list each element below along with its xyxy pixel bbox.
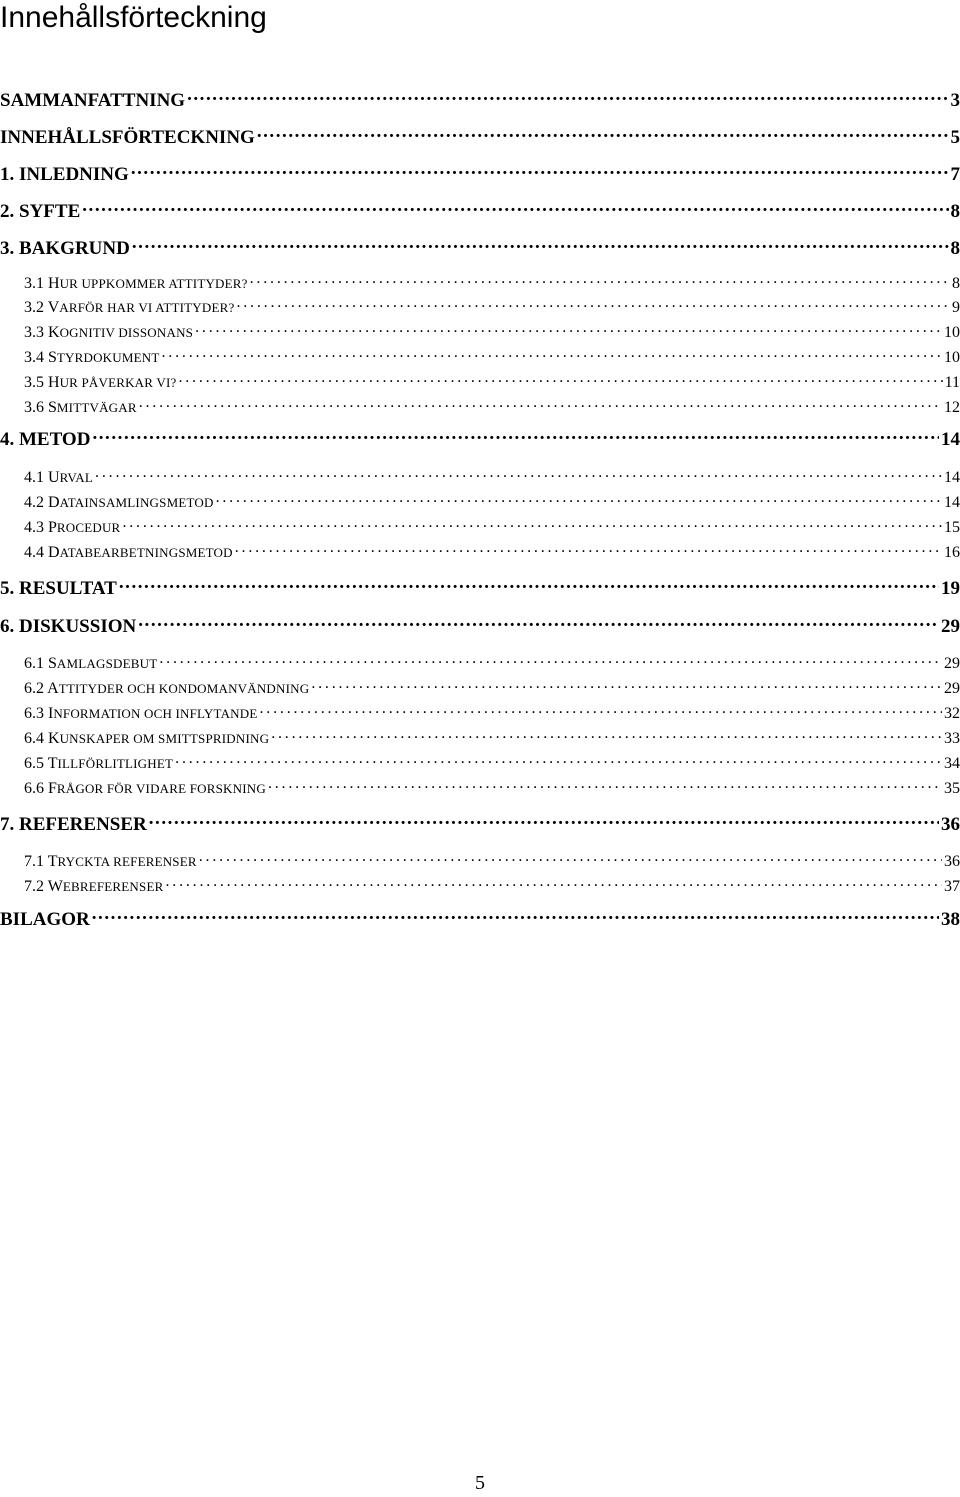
toc-entry-number: 4. <box>0 429 15 450</box>
toc-entry-4-1[interactable] <box>24 466 960 487</box>
toc-entry-number: 3.1 <box>24 275 44 292</box>
toc-entry-3-4[interactable] <box>24 346 960 367</box>
dot-leader <box>257 124 949 143</box>
toc-entry-page: 38 <box>941 909 960 930</box>
toc-entry-text: ROCEDUR <box>56 520 121 535</box>
toc-entry-page: 8 <box>950 238 960 259</box>
dot-leader <box>311 677 942 693</box>
toc-entry-6-4[interactable] <box>24 727 960 748</box>
dot-leader <box>175 752 942 768</box>
dot-leader <box>149 811 939 830</box>
toc-entry-label <box>24 680 309 698</box>
dot-leader <box>92 426 939 445</box>
toc-entry-number: 1. <box>0 164 15 185</box>
dot-leader <box>271 727 942 743</box>
toc-entry-diskussion[interactable] <box>0 613 960 637</box>
dot-leader <box>119 575 939 594</box>
toc-entry-number: 7. <box>0 814 15 835</box>
toc-entry-referenser[interactable] <box>0 811 960 835</box>
toc-entry-6-1[interactable] <box>24 652 960 673</box>
toc-entry-6-6[interactable] <box>24 777 960 798</box>
toc-entry-number: 6. <box>0 616 15 637</box>
toc-entry-initial: T <box>47 755 58 772</box>
toc-entry-initial: V <box>47 299 60 316</box>
toc-entry-initial: I <box>48 705 54 722</box>
toc-entry-text: ARFÖR HAR VI ATTITYDER? <box>59 300 235 315</box>
toc-entry-3-1[interactable] <box>24 272 960 293</box>
toc-entry-number: 6.4 <box>24 730 44 747</box>
toc-entry-text: METOD <box>19 429 91 450</box>
toc-entry-initial: S <box>48 399 57 416</box>
toc-entry-sammanfattning[interactable] <box>0 87 960 111</box>
toc-entry-text: NFORMATION OCH INFLYTANDE <box>53 706 258 721</box>
toc-entry-bakgrund[interactable] <box>0 235 960 259</box>
toc-entry-page: 33 <box>944 730 960 747</box>
toc-entry-page: 8 <box>950 201 960 222</box>
toc-entry-label <box>24 519 120 537</box>
toc-entry-label <box>24 469 93 487</box>
toc-entry-initial: S <box>48 655 57 672</box>
dot-leader <box>131 161 949 180</box>
toc-entry-text: UR PÅVERKAR VI? <box>59 375 177 390</box>
dot-leader <box>159 652 942 668</box>
toc-entry-label <box>0 164 129 186</box>
toc-entry-number: 3.5 <box>24 374 44 391</box>
toc-entry-text: SYFTE <box>19 201 81 222</box>
toc-entry-bilagor[interactable] <box>0 906 960 930</box>
toc-entry-label <box>24 544 233 562</box>
toc-entry-number: 6.2 <box>24 680 44 697</box>
toc-entry-7-2[interactable] <box>24 875 960 896</box>
toc-entry-number: 3.3 <box>24 324 44 341</box>
toc-entry-page: 35 <box>944 780 960 797</box>
toc-entry-initial: D <box>48 544 60 561</box>
toc-entry-label <box>0 90 185 112</box>
toc-entry-page: 12 <box>944 399 960 416</box>
toc-entry-3-5[interactable] <box>24 371 960 392</box>
toc-entry-initial: S <box>48 349 57 366</box>
toc-entry-innehallsforteckning[interactable] <box>0 124 960 148</box>
toc-entry-label <box>24 853 197 871</box>
toc-entry-text: BILAGOR <box>0 909 90 930</box>
toc-entry-number: 3.6 <box>24 399 44 416</box>
toc-entry-4-2[interactable] <box>24 491 960 512</box>
toc-entry-label <box>24 780 266 798</box>
toc-entry-label <box>24 494 214 512</box>
toc-entry-number: 6.6 <box>24 780 44 797</box>
toc-entry-text: RÅGOR FÖR VIDARE FORSKNING <box>56 781 266 796</box>
toc-entry-text: TYRDOKUMENT <box>56 350 160 365</box>
toc-entry-page: 19 <box>941 578 960 599</box>
toc-entry-number: 6.3 <box>24 705 44 722</box>
toc-entry-label <box>24 399 137 417</box>
toc-entry-text: RYCKTA REFERENSER <box>57 854 197 869</box>
toc-entry-label <box>24 730 269 748</box>
toc-entry-3-6[interactable] <box>24 396 960 417</box>
toc-entry-page: 34 <box>944 755 960 772</box>
toc-entry-text: ATAINSAMLINGSMETOD <box>59 495 214 510</box>
toc-entry-label <box>24 705 258 723</box>
toc-entry-4-4[interactable] <box>24 541 960 562</box>
toc-entry-number: 2. <box>0 201 15 222</box>
toc-entry-text: REFERENSER <box>19 814 147 835</box>
toc-entry-initial: K <box>48 730 60 747</box>
dot-leader <box>139 396 942 412</box>
toc-entry-text: ATABEARBETNINGSMETOD <box>59 545 233 560</box>
dot-leader <box>178 371 942 387</box>
dot-leader <box>250 272 950 288</box>
toc-entry-label <box>24 349 160 367</box>
toc-entry-initial: H <box>48 275 60 292</box>
dot-leader <box>92 906 939 925</box>
toc-entry-initial: H <box>48 374 60 391</box>
toc-entry-page: 32 <box>944 705 960 722</box>
toc-entry-number: 4.2 <box>24 494 44 511</box>
toc-entry-label <box>24 655 157 673</box>
toc-entry-3-2[interactable] <box>24 296 960 317</box>
toc-entry-number: 3. <box>0 238 15 259</box>
toc-entry-label <box>24 299 234 317</box>
toc-entry-metod[interactable] <box>0 426 960 450</box>
toc-entry-page: 3 <box>950 90 960 111</box>
toc-entry-6-2[interactable] <box>24 677 960 698</box>
dot-leader <box>138 613 939 632</box>
toc-entry-number: 3.4 <box>24 349 44 366</box>
toc-entry-number: 4.4 <box>24 544 44 561</box>
toc-entry-text: INNEHÅLLSFÖRTECKNING <box>0 127 255 148</box>
dot-leader <box>162 346 943 362</box>
dot-leader <box>260 702 943 718</box>
toc-entry-page: 5 <box>950 127 960 148</box>
toc-entry-text: RVAL <box>59 470 94 485</box>
toc-entry-page: 36 <box>941 814 960 835</box>
toc-entry-page: 16 <box>944 544 960 561</box>
toc-entry-number: 6.5 <box>24 755 44 772</box>
toc-entry-6-3[interactable] <box>24 702 960 723</box>
toc-entry-label <box>0 616 136 638</box>
toc-entry-label <box>0 814 147 836</box>
toc-entry-text: EBREFERENSER <box>62 879 164 894</box>
toc-entry-text: ILLFÖRLITLIGHET <box>57 756 174 771</box>
toc-entry-page: 9 <box>952 299 960 316</box>
toc-entry-number: 4.1 <box>24 469 44 486</box>
toc-entry-label <box>24 324 193 342</box>
dot-leader <box>95 466 942 482</box>
toc-entry-6-5[interactable] <box>24 752 960 773</box>
toc-entry-text: RESULTAT <box>19 578 117 599</box>
toc-entry-initial: U <box>48 469 60 486</box>
toc-entry-number: 6.1 <box>24 655 44 672</box>
toc-entry-text: UR UPPKOMMER ATTITYDER? <box>59 276 248 291</box>
toc-entry-page: 14 <box>944 469 960 486</box>
toc-entry-page: 14 <box>941 429 960 450</box>
toc-entry-initial: A <box>47 680 59 697</box>
toc-entry-initial: T <box>47 853 58 870</box>
toc-entry-label <box>0 578 117 600</box>
toc-entry-page: 29 <box>941 616 960 637</box>
toc-entry-initial: W <box>47 878 63 895</box>
dot-leader <box>132 235 949 254</box>
toc-entry-text: SAMMANFATTNING <box>0 90 186 111</box>
toc-entry-number: 4.3 <box>24 519 44 536</box>
toc-entry-label <box>0 429 90 451</box>
toc-entry-label <box>0 238 130 260</box>
toc-entry-page: 37 <box>944 878 960 895</box>
toc-entry-label <box>24 878 163 896</box>
dot-leader <box>82 198 948 217</box>
toc-entry-label <box>0 127 255 149</box>
dot-leader <box>165 875 942 891</box>
dot-leader <box>195 321 942 337</box>
toc-entry-number: 7.2 <box>24 878 44 895</box>
toc-entry-text: DISKUSSION <box>19 616 137 637</box>
toc-entry-text: UNSKAPER OM SMITTSPRIDNING <box>59 731 270 746</box>
toc-entry-resultat[interactable] <box>0 575 960 599</box>
toc-entry-page: 15 <box>944 519 960 536</box>
toc-entry-page: 11 <box>944 374 960 391</box>
toc-entry-page: 10 <box>944 349 960 366</box>
toc-entry-page: 8 <box>952 275 960 292</box>
toc-entry-label <box>0 201 80 223</box>
toc-entry-label <box>24 374 176 392</box>
toc-entry-text: OGNITIV DISSONANS <box>59 325 194 340</box>
toc-entry-page: 36 <box>944 853 960 870</box>
dot-leader <box>187 87 948 106</box>
toc-entry-text: TTITYDER OCH KONDOMANVÄNDNING <box>58 681 310 696</box>
toc-entry-7-1[interactable] <box>24 850 960 871</box>
toc-entry-3-3[interactable] <box>24 321 960 342</box>
toc-entry-page: 29 <box>944 680 960 697</box>
dot-leader <box>122 516 942 532</box>
toc-entry-label <box>24 275 248 293</box>
toc-entry-syfte[interactable] <box>0 198 960 222</box>
toc-entry-label <box>24 755 173 773</box>
toc-entry-page: 14 <box>944 494 960 511</box>
dot-leader <box>268 777 942 793</box>
toc-entry-4-3[interactable] <box>24 516 960 537</box>
toc-entry-text: BAKGRUND <box>19 238 130 259</box>
toc-entry-text: MITTVÄGAR <box>56 400 137 415</box>
dot-leader <box>236 296 950 312</box>
toc-entry-initial: D <box>48 494 60 511</box>
toc-entry-number: 3.2 <box>24 299 44 316</box>
toc-entry-initial: K <box>48 324 60 341</box>
toc-entry-page: 29 <box>944 655 960 672</box>
page-title: Innehållsförteckning <box>0 1 267 34</box>
page-number: 5 <box>475 1472 485 1494</box>
toc-entry-initial: F <box>48 780 57 797</box>
dot-leader <box>199 850 942 866</box>
toc-entry-initial: P <box>48 519 57 536</box>
toc-entry-page: 10 <box>944 324 960 341</box>
toc-entry-text: INLEDNING <box>19 164 129 185</box>
toc-entry-number: 7.1 <box>24 853 44 870</box>
toc-entry-page: 7 <box>950 164 960 185</box>
dot-leader <box>216 491 942 507</box>
toc-entry-number: 5. <box>0 578 15 599</box>
toc-entry-label <box>0 909 90 931</box>
dot-leader <box>235 541 942 557</box>
toc-entry-inledning[interactable] <box>0 161 960 185</box>
toc-entry-text: AMLAGSDEBUT <box>56 656 158 671</box>
